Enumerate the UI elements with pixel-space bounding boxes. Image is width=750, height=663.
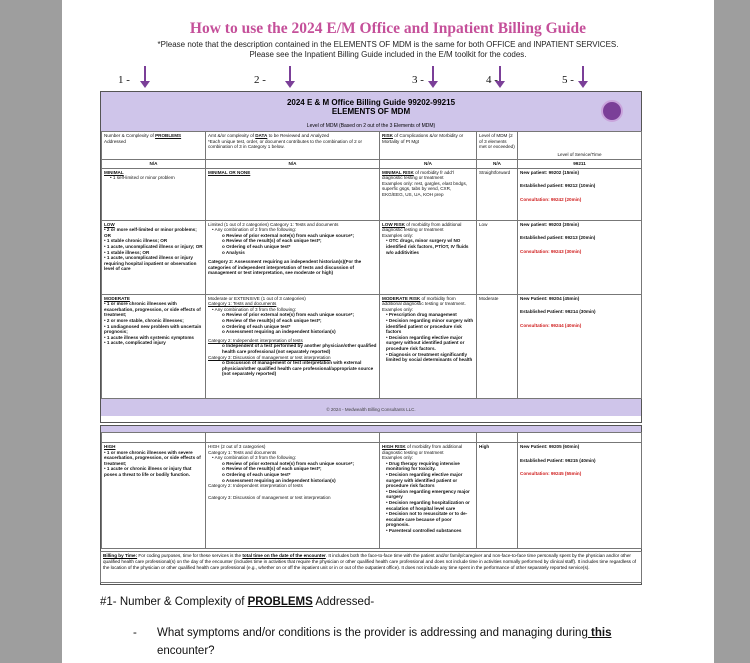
table-header-row [102,132,642,160]
arrow-down-icon [582,66,584,84]
copyright: © 2024 - Medwealth Billing Consultants LLC. [101,399,641,416]
section-heading: #1- Number & Complexity of PROBLEMS Addressed- [100,596,375,608]
company-logo-icon [601,100,623,122]
header-level: Level of MDM (2 of 3 elements met or exceeded) [477,132,518,160]
arrow-down-icon [144,66,146,84]
table-row-high: HIGH • 1 or more chronic illnesses with severe exacerbation, progression, or side effects of treatment; • 1 acute or chronic illness or injury that poses a threat to life or bodily function. HIGH (2 out of 3 categories) Category 1: Tests and documents • Any combination of 3 from the following: o Review of prior external note(s) from each unique source*; o Review of the result(s) of each unique test*; o Ordering of each unique test* o Assessment requiring an independent historian(s) Category 2: Independent interpretation of tests Category 3: Discussion of management or test interpretation HIGH RISK of morbidity from additional diagnostic testing or treatment Examples only: • Drug therapy requiring intensive monitoring for toxicity. • Decision regarding elective major surgery with identified patient or procedure risk factors • Decision regarding emergency major surgery • Decision regarding hospitalization or escalation of hospital level care • Decision not to resuscitate or to de-escalate care because of poor prognosis. • Parenteral controlled substances High New Patient: 99205 (60min) Established Patient: 99215 (40min) Consultation: 99245 (55min) [102,443,642,549]
document-page [62,0,714,663]
note-line-2: Please see the Inpatient Billing Guide included in the E/M toolkit for the codes. [249,50,527,59]
column-number-4: 4 - [486,74,498,86]
header-risk: RISK of Complications &/or Morbidity or Mortality of Pt Mgt [380,132,477,160]
table-row: N/A N/A N/A N/A 99211 [102,160,642,169]
header-data: Amt &/or complexity of DATA to be Reviewed and Analyzed *Each unique test, order, or document contributes to the combination of 2 or combination of 3 in Category 1 below. [206,132,380,160]
table-row-low: LOW • 2 or more self-limited or minor problems; OR • 1 stable chronic illness; OR • 1 acute, uncomplicated illness or injury; OR • 1 stable illness; OR • 1 acute, uncomplicated illness or injury requiring hospital inpatient or observation level of care Limited (1 out of 2 categories) Category 1: Tests and documents • Any combination of 2 from the following: o Review of prior external note(s) from each unique source*; o Review of the result(s) of each unique test*; o Ordering of each unique test* o Analysis Category 2: Assessment requiring an independent historian(s)(For the categories of independent interpretation of tests and discussion of management or test interpretation, see moderate or high) LOW RISK of morbidity from additional diagnostic testing or treatment Examples only: • OTC drugs, minor surgery w/ NO identified risk factors, PT/OT, IV fluids w/o additivities Low New patient: 99203 (30min) Established patient: 99213 (20min) Consultation: 99243 (30min) [102,220,642,294]
note-line-1: *Please note that the description contained in the ELEMENTS OF MDM is the same for both OFFICE and INPATIENT SERVICES. [157,40,619,49]
column-number-5: 5 - [562,74,574,86]
mdm-table-high [101,432,642,549]
column-number-3: 3 - [412,74,424,86]
billing-by-time-note: Billing by Time: For coding purposes, time for these services is the total time on the date of the encounter. It includes both the face-to-face time with the patient and/or family/caregiver and non-face-to-face time personally spent by the physician and/or other qualified health care professional(s) on the day of the encounter (includes time in activities that require the physician or other qualified health care professional and does not include time in activities normally performed by clinical staff). It includes time regardless of the location of the physician or other qualified health care professional (e.g., whether on or off the inpatient unit or in or out of the outpatient office). It does not include any time spent in the performance of other separately reported service(s). [100,551,642,583]
guide-header [101,92,641,122]
column-number-1: 1 - [118,74,130,86]
section-bullet: - What symptoms and/or conditions is the provider is addressing and managing during this encounter? [133,627,612,657]
table-row-moderate: MODERATE • 1 or more chronic illnesses with exacerbation, progression, or side effects of treatment; • 2 or more stable, chronic illnesses; • 1 undiagnosed new problem with uncertain prognosis; • 1 acute illness with systemic symptoms • 1 acute, complicated injury Moderate or EXTENSIVE (1 out of 3 categories) Category 1: Tests and documents • Any combination of 3 from the following: o Review of prior external note(s) from each unique source*; o Review of the result(s) of each unique test*; o Ordering of each unique test* o Assessment requiring an independent historian(s) Category 2: Independent interpretation of tests o Independent of a test performed by another physician/other qualified health care professional (not separately reported) Category 3: Discussion of management or test interpretation o Discussion of management or test interpretation with external physician/other qualified health care professional/appropriate source (not separately reported) MODERATE RISK of morbidity from additional diagnostic testing or treatment. Examples only: • Prescription drug management • Decision regarding minor surgery with identified patient or procedure risk factors • Decision regarding elective major surgery without identified patient or procedure risk factors. • Diagnosis or treatment significantly limited by social determinants of health Moderate New Patient: 99204 (45min) Established Patient: 99214 (30min) Consultation: 99244 (40min) [102,294,642,398]
level-note: Level of MDM (Based on 2 out of the 3 Elements of MDM) [101,122,641,131]
guide-title: 2024 E & M Office Billing Guide 99202-99215 [286,98,456,107]
mdm-table [101,131,642,399]
billing-guide-table [100,91,642,423]
arrow-down-icon [432,66,434,84]
column-number-2: 2 - [254,74,266,86]
guide-subtitle: ELEMENTS OF MDM [331,107,411,116]
table-row-minimal: MINIMAL • 1 self-limited or minor problem MINIMAL OR NONE MINIMAL RISK of morbidity fr add'l diagnostic testing or treatment Examples only: rest, gargles, elast bndgs, superfic gsgs, tabs by vend, CXR, EKG/EEG, US, UA, KOH prep Straightforward New patient: 99202 (15min) Established patient: 99212 (10min) Consultation: 99242 (20min) [102,168,642,220]
header-service: Level of Service/Time [518,132,642,160]
page-title: How to use the 2024 E/M Office and Inpatient Billing Guide [189,20,587,37]
header-problems: Number & Complexity of PROBLEMS Addressed [102,132,206,160]
arrow-down-icon [499,66,501,84]
arrow-down-icon [289,66,291,84]
